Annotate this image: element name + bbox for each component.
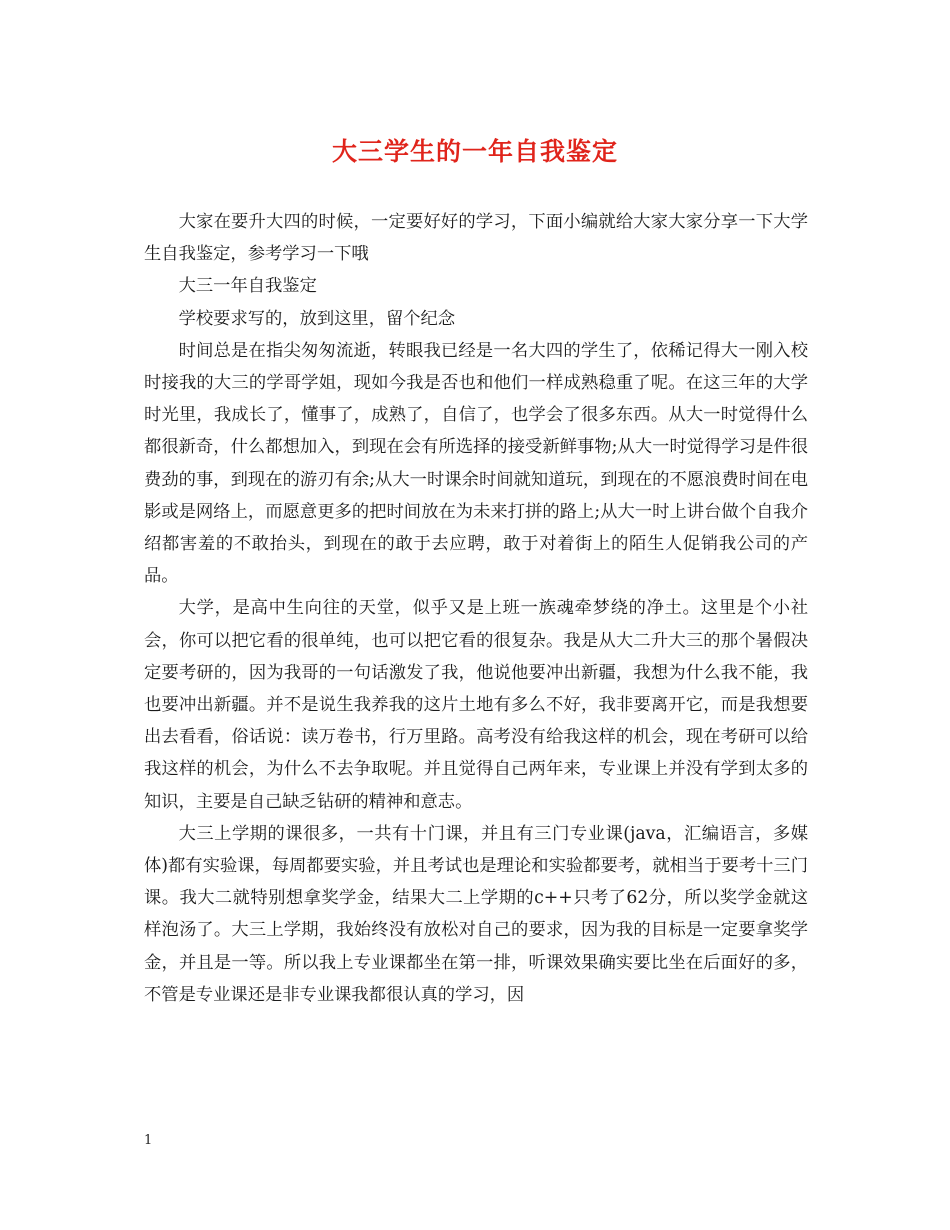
document-title: 大三学生的一年自我鉴定 <box>331 137 618 166</box>
paragraph-intro: 大家在要升大四的时候，一定要好好的学习，下面小编就给大家大家分享一下大学生自我鉴定，参考学习一下哦 <box>144 212 808 265</box>
paragraph-subtitle: 大三一年自我鉴定 <box>178 276 317 297</box>
paragraph-university: 大学，是高中生向往的天堂，似乎又是上班一族魂牵梦绕的净土。这里是个小社会，你可以把它看的很单纯，也可以把它看的很复杂。我是从大二升大三的那个暑假决定要考研的，因为我哥的一句话激发了我，他说他要冲出新疆，我想为什么我不能，我也要冲出新疆。并不是说生我养我的这片土地有多么不好，我非要离开它，而是我想要出去看看，俗话说：读万卷书，行万里路。高考没有给我这样的机会，现在考研可以给我这样的机会，为什么不去争取呢。并且觉得自己两年来，专业课上并没有学到太多的知识，主要是自己缺乏钻研的精神和意志。 <box>144 598 808 812</box>
paragraph-note: 学校要求写的，放到这里，留个纪念 <box>178 308 456 329</box>
document-body <box>144 206 808 1011</box>
paragraph-time: 时间总是在指尖匆匆流逝，转眼我已经是一名大四的学生了，依稀记得大一刚入校时接我的大三的学哥学姐，现如今我是否也和他们一样成熟稳重了呢。在这三年的大学时光里，我成长了，懂事了，成熟了，自信了，也学会了很多东西。从大一时觉得什么都很新奇，什么都想加入，到现在会有所选择的接受新鲜事物;从大一时觉得学习是件很费劲的事，到现在的游刃有余;从大一时课余时间就知道玩，到现在的不愿浪费时间在电影或是网络上，而愿意更多的把时间放在为未来打拼的路上;从大一时上讲台做个自我介绍都害羞的不敢抬头，到现在的敢于去应聘，敢于对着街上的陌生人促销我公司的产品。 <box>144 340 808 587</box>
paragraph-junior-year: 大三上学期的课很多，一共有十门课，并且有三门专业课(java，汇编语言，多媒体)都有实验课，每周都要实验，并且考试也是理论和实验都要考，就相当于要考十三门课。我大二就特别想拿奖学金，结果大二上学期的c++只考了62分，所以奖学金就这样泡汤了。大三上学期，我始终没有放松对自己的要求，因为我的目标是一定要拿奖学金，并且是一等。所以我上专业课都坐在第一排，听课效果确实要比坐在后面好的多，不管是专业课还是非专业课我都很认真的学习，因 <box>144 823 808 1005</box>
page-number: 1 <box>144 1133 153 1148</box>
